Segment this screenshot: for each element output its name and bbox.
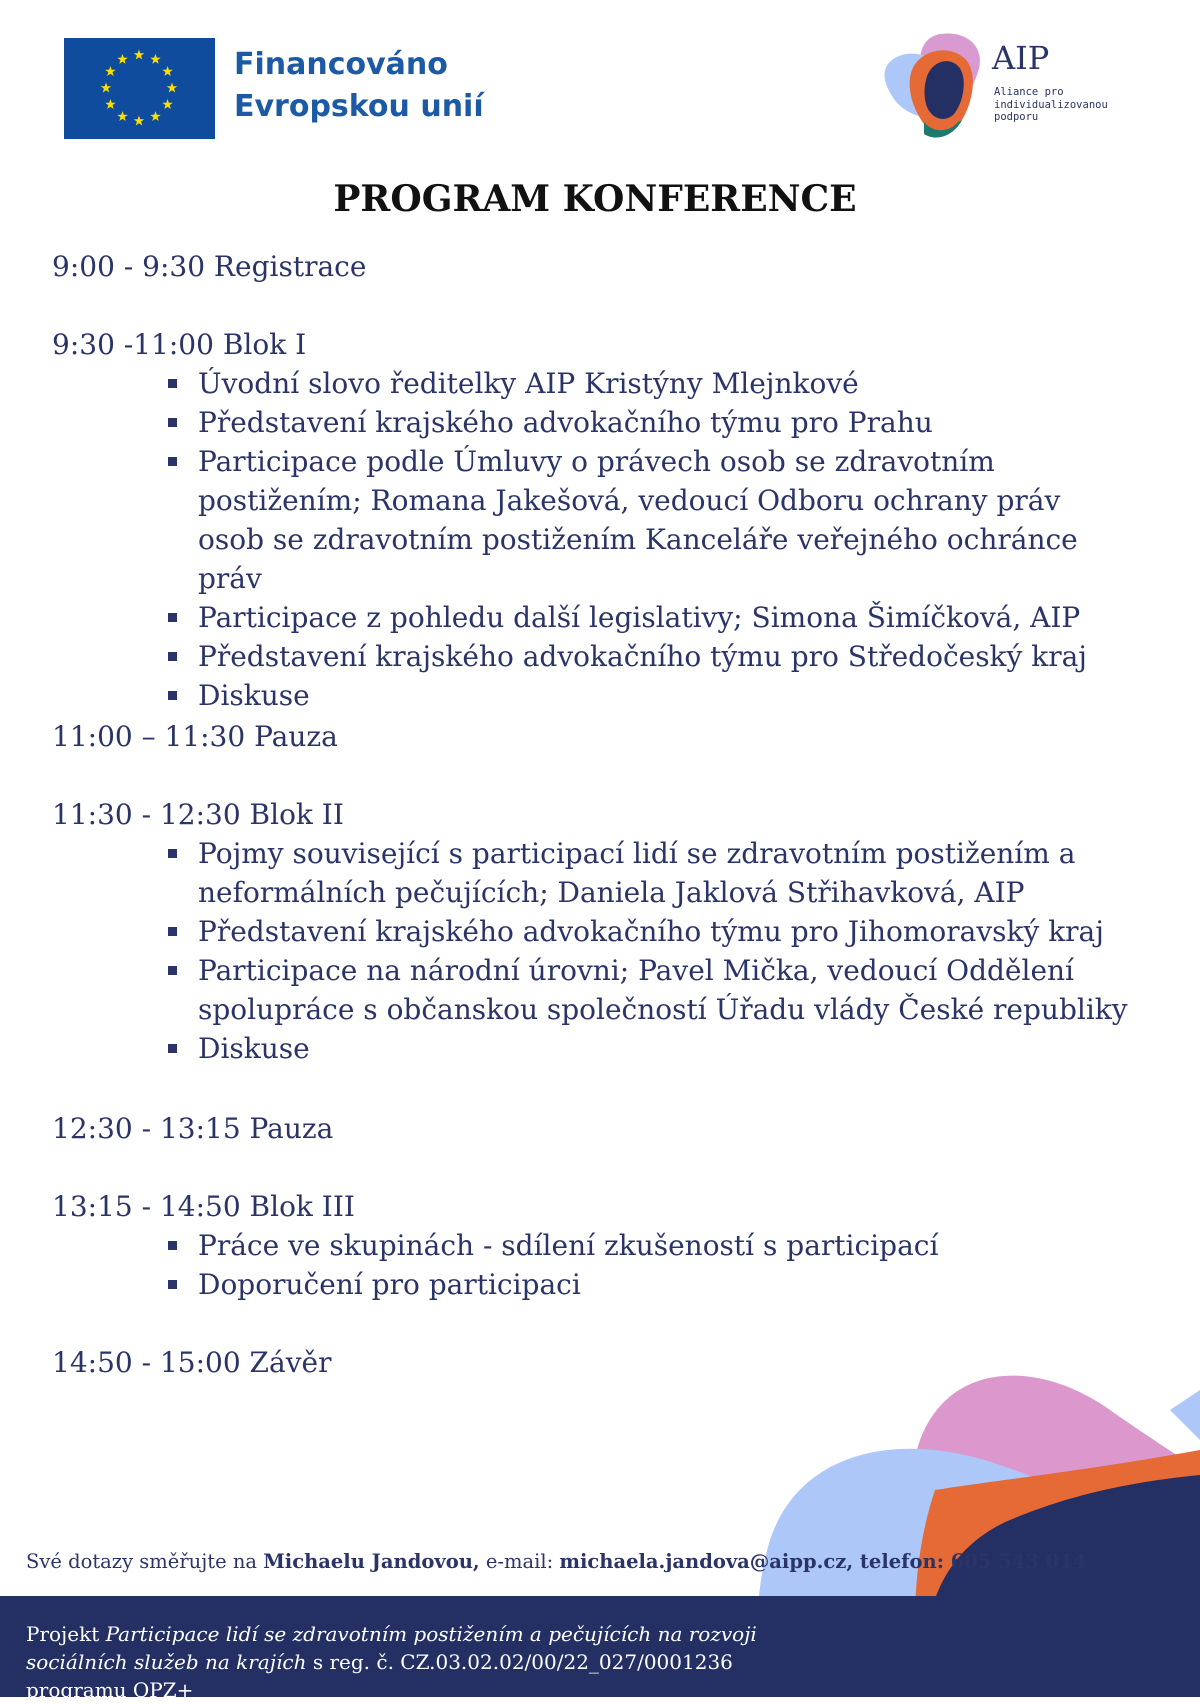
aip-subtitle-line: podporu bbox=[994, 111, 1039, 123]
bullet-square-icon bbox=[168, 457, 177, 466]
bullet-square-icon bbox=[168, 966, 177, 975]
bullet-square-icon bbox=[168, 379, 177, 388]
eu-star-icon bbox=[101, 83, 111, 93]
bullet-square-icon bbox=[168, 1044, 177, 1053]
block-1-agenda-list bbox=[168, 364, 1128, 715]
list-item bbox=[168, 1029, 1128, 1068]
footer-prefix: Projekt bbox=[26, 1622, 106, 1646]
eu-star-icon bbox=[117, 111, 127, 121]
eu-star-icon bbox=[134, 116, 144, 126]
bullet-square-icon bbox=[168, 927, 177, 936]
contact-line bbox=[26, 1550, 1086, 1573]
eu-text-line-1: Financováno bbox=[234, 47, 448, 82]
program-time-block-2: 11:30 - 12:30 Blok II bbox=[52, 798, 344, 831]
agenda-item-text: Představení krajského advokačního týmu pro Prahu bbox=[198, 406, 933, 439]
aip-subtitle-line: individualizovanou bbox=[994, 98, 1108, 111]
eu-star-icon bbox=[167, 83, 177, 93]
eu-stars-icon bbox=[64, 38, 215, 139]
program-time-registration: 9:00 - 9:30 Registrace bbox=[52, 250, 367, 283]
aip-logo-subtitle bbox=[994, 86, 1134, 124]
contact-name: Michaelu Jandovou, bbox=[263, 1550, 480, 1573]
program-time-closing: 14:50 - 15:00 Závěr bbox=[52, 1346, 332, 1379]
eu-star-icon bbox=[162, 99, 172, 109]
bullet-square-icon bbox=[168, 1280, 177, 1289]
aip-subtitle-line: Aliance pro bbox=[994, 86, 1064, 98]
agenda-item-text: Práce ve skupinách - sdílení zkušeností s participací bbox=[198, 1229, 939, 1262]
footer-project-info bbox=[26, 1620, 786, 1704]
page-title: PROGRAM KONFERENCE bbox=[333, 178, 857, 220]
agenda-item-text: Diskuse bbox=[198, 679, 310, 712]
eu-star-icon bbox=[162, 66, 172, 76]
bullet-square-icon bbox=[168, 418, 177, 427]
eu-star-icon bbox=[150, 111, 160, 121]
block-3-agenda-list bbox=[168, 1226, 1128, 1304]
aip-logo-name: AIP bbox=[992, 39, 1050, 77]
list-item bbox=[168, 364, 1128, 403]
eu-star-icon bbox=[105, 66, 115, 76]
program-time-break-1: 11:00 – 11:30 Pauza bbox=[52, 720, 338, 753]
agenda-item-text: Úvodní slovo ředitelky AIP Kristýny Mlejnkové bbox=[198, 367, 859, 400]
eu-flag-logo bbox=[64, 38, 215, 139]
list-item bbox=[168, 442, 1128, 598]
block-2-agenda-list bbox=[168, 834, 1128, 1068]
list-item bbox=[168, 1226, 1128, 1265]
agenda-item-text: Doporučení pro participaci bbox=[198, 1268, 581, 1301]
contact-email-label: e-mail: bbox=[479, 1550, 560, 1573]
agenda-item-text: Participace na národní úrovni; Pavel Mička, vedoucí Oddělení spolupráce s občanskou společností Úřadu vlády České republiky bbox=[198, 954, 1128, 1026]
agenda-item-text: Participace z pohledu další legislativy; Simona Šimíčková, AIP bbox=[198, 601, 1081, 634]
list-item bbox=[168, 403, 1128, 442]
agenda-item-text: Participace podle Úmluvy o právech osob se zdravotním postižením; Romana Jakešová, vedoucí Odboru ochrany práv osob se zdravotním postižením Kanceláře veřejného ochránce práv bbox=[198, 445, 1078, 595]
eu-text-line-2: Evropskou unií bbox=[234, 89, 484, 124]
list-item bbox=[168, 912, 1128, 951]
footer-project-name: Participace lidí se zdravotním postižením a pečujících na rozvoji sociálních služeb na krajích bbox=[26, 1622, 757, 1674]
bullet-square-icon bbox=[168, 1241, 177, 1250]
list-item bbox=[168, 834, 1128, 912]
eu-star-icon bbox=[134, 50, 144, 60]
bullet-square-icon bbox=[168, 652, 177, 661]
agenda-item-text: Představení krajského advokačního týmu pro Středočeský kraj bbox=[198, 640, 1087, 673]
agenda-item-text: Diskuse bbox=[198, 1032, 310, 1065]
bullet-square-icon bbox=[168, 691, 177, 700]
eu-star-icon bbox=[105, 99, 115, 109]
bullet-square-icon bbox=[168, 849, 177, 858]
list-item bbox=[168, 637, 1128, 676]
contact-prefix: Své dotazy směřujte na bbox=[26, 1550, 264, 1573]
list-item bbox=[168, 676, 1128, 715]
program-time-break-2: 12:30 - 13:15 Pauza bbox=[52, 1112, 334, 1145]
agenda-item-text: Představení krajského advokačního týmu pro Jihomoravský kraj bbox=[198, 915, 1104, 948]
aip-logo-mark-icon bbox=[878, 30, 998, 142]
agenda-item-text: Pojmy související s participací lidí se zdravotním postižením a neformálních pečujících; Daniela Jaklová Střihavková, AIP bbox=[198, 837, 1076, 909]
list-item bbox=[168, 598, 1128, 637]
eu-star-icon bbox=[117, 54, 127, 64]
eu-star-icon bbox=[150, 54, 160, 64]
contact-email-link[interactable]: michaela.jandova@aipp.cz, telefon: 605 543 014 bbox=[559, 1550, 1087, 1573]
list-item bbox=[168, 951, 1128, 1029]
program-time-block-1: 9:30 -11:00 Blok I bbox=[52, 328, 307, 361]
program-time-block-3: 13:15 - 14:50 Blok III bbox=[52, 1190, 355, 1223]
list-item bbox=[168, 1265, 1128, 1304]
bullet-square-icon bbox=[168, 613, 177, 622]
footer-reg-number: s reg. č. CZ.03.02.02/00/22_027/0001236 programu OPZ+ bbox=[26, 1650, 733, 1702]
eu-funding-text bbox=[234, 44, 484, 128]
